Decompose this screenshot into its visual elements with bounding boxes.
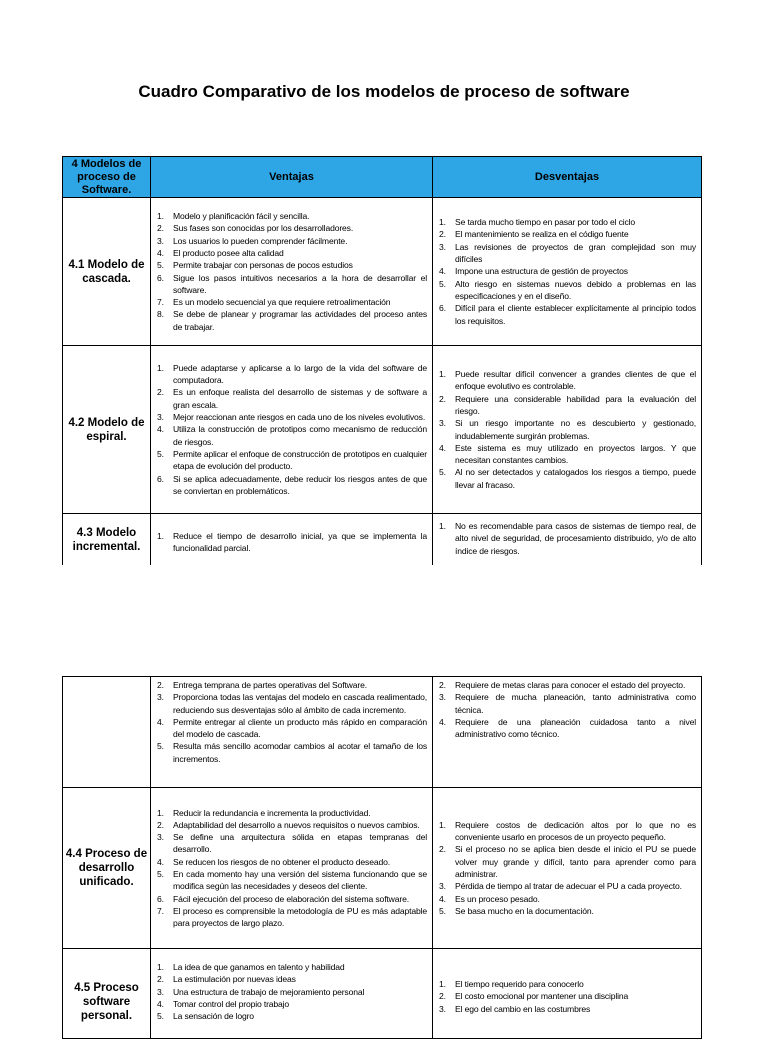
- list-item-text: Reducir la redundancia e incrementa la productividad.: [173, 807, 371, 818]
- list-item-number: 1.: [439, 521, 446, 531]
- list-item-text: Permite trabajar con personas de pocos estudios: [173, 260, 353, 271]
- list-item-number: 3.: [439, 241, 446, 252]
- model-name: 4.4 Proceso de desarrollo unificado.: [63, 788, 151, 949]
- list-item: [439, 1003, 696, 1015]
- list-item-number: 1.: [439, 217, 446, 228]
- list-item-text: El mantenimiento se realiza en el código fuente: [455, 229, 629, 240]
- list-item: [157, 235, 427, 247]
- list-item-text: Es un proceso pesado.: [455, 893, 540, 904]
- list-item: [157, 740, 427, 765]
- list-item-number: 3.: [157, 692, 164, 703]
- model-name: 4.3 Modelo incremental.: [63, 514, 151, 574]
- list-item-text: Es un modelo secuencial ya que requiere retroalimentación: [173, 297, 391, 308]
- list-item: [439, 278, 696, 303]
- list-item: [157, 411, 427, 423]
- list-item-text: Puede adaptarse y aplicarse a lo largo de la vida del software de computadora.: [173, 362, 427, 386]
- list-item: [439, 990, 696, 1002]
- list-item: [157, 893, 427, 905]
- ventajas-cell: [151, 346, 433, 514]
- list-item-text: El ego del cambio en las costumbres: [455, 1003, 591, 1014]
- list-item: [157, 272, 427, 297]
- list-item-number: 4.: [157, 998, 164, 1009]
- model-name: 4.1 Modelo de cascada.: [63, 198, 151, 346]
- list-item-number: 5.: [157, 869, 164, 879]
- table-row: [63, 677, 702, 788]
- list-item: [439, 978, 696, 990]
- list-item: [439, 417, 696, 442]
- list-item-number: 1.: [439, 369, 446, 380]
- table-row: [63, 788, 702, 949]
- list-item: [439, 228, 696, 240]
- list-item: [157, 222, 427, 234]
- list-item-number: 1.: [439, 819, 446, 830]
- list-item-number: 3.: [157, 986, 164, 997]
- ventajas-list: [151, 210, 432, 333]
- list-item-text: Si se aplica adecuadamente, debe reducir los riesgos antes de que se conviertan en problemáticos.: [173, 473, 427, 496]
- list-item-number: 5.: [439, 467, 446, 478]
- list-item-number: 4.: [157, 716, 164, 727]
- ventajas-list: [151, 530, 432, 555]
- list-item-text: Si el proceso no se aplica bien desde el inicio el PU se puede volver muy grande y difícil, tanto para aprender como para administrar.: [455, 844, 696, 879]
- list-item-text: Entrega temprana de partes operativas del Software.: [173, 680, 367, 690]
- list-item: [439, 302, 696, 327]
- list-item-number: 5.: [157, 448, 164, 459]
- list-item-number: 2.: [439, 680, 446, 690]
- list-item-number: 2.: [157, 680, 164, 690]
- list-item-text: Al no ser detectados y catalogados los riesgos a tiempo, puede llevar al fracaso.: [455, 467, 696, 490]
- list-item-text: Requiere de mucha planeación, tanto administrativa como técnica.: [455, 692, 696, 715]
- ventajas-list: [151, 961, 432, 1022]
- list-item: [157, 819, 427, 831]
- list-item-text: Adaptabilidad del desarrollo a nuevos requisitos o nuevos cambios.: [173, 819, 420, 830]
- list-item: [439, 466, 696, 491]
- ventajas-cell: [151, 677, 433, 788]
- list-item-text: El tiempo requerido para conocerlo: [455, 979, 584, 989]
- list-item-number: 2.: [439, 393, 446, 404]
- table-header-row: [63, 157, 702, 198]
- list-item-number: 1.: [157, 531, 164, 541]
- list-item: [157, 386, 427, 411]
- list-item-text: Puede resultar difícil convencer a grandes clientes de que el enfoque evolutivo es controlable.: [455, 369, 696, 392]
- list-item-text: Requiere de una planeación cuidadosa tanto a nivel administrativo como técnico.: [455, 716, 696, 740]
- list-item: [439, 241, 696, 266]
- list-item-text: Modelo y planificación fácil y sencilla.: [173, 211, 310, 222]
- ventajas-list: [151, 362, 432, 497]
- list-item-text: El proceso es comprensible la metodología de PU es más adaptable para proyectos de largo plazo.: [173, 905, 427, 929]
- list-item-text: La estimulación por nuevas ideas: [173, 974, 296, 985]
- list-item: [157, 296, 427, 308]
- list-item-number: 1.: [439, 979, 446, 989]
- list-item-text: Requiere costos de dedicación altos por lo que no es conveniente usarlo en procesos de un proyecto pequeño.: [455, 819, 696, 843]
- desventajas-cell: [433, 949, 702, 1039]
- list-item: [157, 973, 427, 985]
- list-item-number: 6.: [157, 473, 164, 484]
- desventajas-cell: [433, 346, 702, 514]
- list-item-number: 1.: [157, 211, 164, 222]
- list-item-text: No es recomendable para casos de sistemas de tiempo real, de alto nivel de seguridad, de procesamiento distribuido, y/o de alto índice de riesgos.: [455, 521, 696, 556]
- list-item-text: Proporciona todas las ventajas del modelo en cascada realimentado, reduciendo sus desventajas sólo al ámbito de cada incremento.: [173, 692, 427, 715]
- list-item-number: 3.: [439, 692, 446, 703]
- list-item-number: 4.: [157, 247, 164, 258]
- desventajas-list: [433, 679, 701, 740]
- list-item-number: 5.: [157, 260, 164, 271]
- desventajas-list: [433, 819, 701, 917]
- list-item-number: 5.: [439, 278, 446, 289]
- list-item-text: Requiere de metas claras para conocer el estado del proyecto.: [455, 680, 686, 690]
- header-desventajas: Desventajas: [433, 157, 702, 198]
- comparison-table-page-1: [62, 156, 702, 574]
- list-item-text: Requiere una considerable habilidad para la evaluación del riesgo.: [455, 393, 696, 416]
- list-item: [439, 368, 696, 393]
- list-item: [439, 905, 696, 917]
- list-item: [157, 856, 427, 868]
- list-item-number: 4.: [439, 893, 446, 904]
- list-item-text: Utiliza la construcción de prototipos como mecanismo de reducción de riesgos.: [173, 424, 427, 447]
- list-item-number: 2.: [157, 223, 164, 234]
- ventajas-cell: [151, 198, 433, 346]
- list-item-text: Sus fases son conocidas por los desarrolladores.: [173, 223, 354, 234]
- list-item-text: En cada momento hay una versión del sistema funcionando que se modifica según las necesidades y deseos del cliente.: [173, 869, 427, 892]
- ventajas-list: [151, 807, 432, 930]
- list-item-text: Reduce el tiempo de desarrollo inicial, ya que se implementa la funcionalidad parcial.: [173, 531, 427, 554]
- list-item: [157, 961, 427, 973]
- list-item: [157, 308, 427, 333]
- list-item-number: 6.: [157, 272, 164, 283]
- table-row: [63, 198, 702, 346]
- list-item-number: 4.: [439, 716, 446, 727]
- list-item: [157, 998, 427, 1010]
- document-title: Cuadro Comparativo de los modelos de proceso de software: [138, 82, 630, 101]
- list-item-number: 5.: [157, 741, 164, 752]
- list-item: [439, 893, 696, 905]
- list-item-number: 1.: [157, 807, 164, 818]
- table-row: [63, 346, 702, 514]
- list-item: [157, 831, 427, 856]
- list-item-number: 6.: [157, 893, 164, 904]
- list-item: [439, 679, 696, 691]
- list-item: [157, 423, 427, 448]
- list-item: [439, 520, 696, 557]
- list-item: [157, 716, 427, 741]
- desventajas-cell: [433, 198, 702, 346]
- list-item-number: 6.: [439, 303, 446, 314]
- list-item-number: 3.: [157, 832, 164, 843]
- list-item: [157, 679, 427, 691]
- list-item-text: Se debe de planear y programar las actividades del proceso antes de trabajar.: [173, 309, 427, 332]
- list-item-number: 1.: [157, 362, 164, 373]
- list-item-number: 3.: [157, 412, 164, 423]
- list-item-text: Difícil para el cliente establecer explícitamente al principio todos los requisitos.: [455, 303, 696, 326]
- list-item-text: Si un riesgo importante no es descubierto y gestionado, indudablemente surgirán problemas.: [455, 418, 696, 441]
- list-item-number: 5.: [157, 1011, 164, 1022]
- list-item-text: Se tarda mucho tiempo en pasar por todo el ciclo: [455, 217, 636, 228]
- list-item: [157, 530, 427, 555]
- ventajas-list: [151, 679, 432, 765]
- list-item-text: Permite aplicar el enfoque de construcción de prototipos en cualquier etapa de evolución del producto.: [173, 448, 427, 472]
- list-item: [157, 691, 427, 716]
- ventajas-cell: [151, 949, 433, 1039]
- list-item: [157, 807, 427, 819]
- list-item: [157, 259, 427, 271]
- table-row: [63, 949, 702, 1039]
- list-item: [439, 843, 696, 880]
- list-item: [157, 868, 427, 893]
- list-item-text: El costo emocional por mantener una disciplina: [455, 991, 629, 1002]
- list-item: [439, 716, 696, 741]
- list-item: [157, 448, 427, 473]
- list-item-text: Se define una arquitectura sólida en etapas tempranas del desarrollo.: [173, 832, 427, 855]
- list-item-number: 3.: [439, 1003, 446, 1014]
- list-item-number: 4.: [157, 424, 164, 435]
- header-model-label: 4 Modelos de proceso de Software.: [71, 157, 142, 196]
- list-item-text: Los usuarios lo pueden comprender fácilmente.: [173, 235, 348, 246]
- list-item-number: 7.: [157, 297, 164, 308]
- list-item: [157, 473, 427, 498]
- list-item-text: El producto posee alta calidad: [173, 247, 284, 258]
- desventajas-list: [433, 520, 701, 557]
- list-item-text: Se basa mucho en la documentación.: [455, 905, 594, 916]
- list-item-text: Permite entregar al cliente un producto más rápido en comparación del modelo de cascada.: [173, 716, 427, 740]
- list-item-number: 3.: [157, 235, 164, 246]
- desventajas-list: [433, 216, 701, 327]
- model-name: 4.5 Proceso software personal.: [63, 949, 151, 1039]
- list-item-number: 4.: [439, 442, 446, 453]
- list-item: [157, 210, 427, 222]
- desventajas-list: [433, 978, 701, 1015]
- list-item-number: 1.: [157, 962, 164, 972]
- list-item: [157, 986, 427, 998]
- list-item-number: 3.: [439, 881, 446, 892]
- list-item-number: 8.: [157, 309, 164, 320]
- header-ventajas: Ventajas: [151, 157, 433, 198]
- list-item-text: Este sistema es muy utilizado en proyectos largos. Y que necesitan constantes cambios.: [455, 442, 696, 466]
- model-name: 4.2 Modelo de espiral.: [63, 346, 151, 514]
- comparison-table-page-2: [62, 676, 702, 1039]
- list-item-number: 2.: [157, 387, 164, 398]
- list-item-number: 2.: [439, 991, 446, 1002]
- list-item-number: 2.: [439, 229, 446, 240]
- model-name: [63, 677, 151, 788]
- list-item-text: Fácil ejecución del proceso de elaboración del sistema software.: [173, 893, 409, 904]
- list-item-text: Mejor reaccionan ante riesgos en cada uno de los niveles evolutivos.: [173, 412, 426, 423]
- list-item-number: 2.: [439, 844, 446, 855]
- list-item-number: 4.: [439, 266, 446, 277]
- list-item: [157, 905, 427, 930]
- list-item-text: Sigue los pasos intuitivos necesarios a la hora de desarrollar el software.: [173, 272, 427, 295]
- list-item-text: Las revisiones de proyectos de gran complejidad son muy difíciles: [455, 241, 696, 265]
- list-item-text: La idea de que ganamos en talento y habilidad: [173, 962, 345, 972]
- list-item-text: Tomar control del propio trabajo: [173, 998, 290, 1009]
- list-item: [157, 247, 427, 259]
- list-item: [439, 265, 696, 277]
- list-item: [439, 819, 696, 844]
- list-item: [439, 691, 696, 716]
- list-item: [439, 880, 696, 892]
- ventajas-cell: [151, 788, 433, 949]
- list-item: [157, 1010, 427, 1022]
- list-item-number: 2.: [157, 974, 164, 985]
- list-item: [439, 216, 696, 228]
- desventajas-cell: [433, 788, 702, 949]
- page-break: [0, 565, 768, 673]
- list-item-text: Pérdida de tiempo al tratar de adecuar el PU a cada proyecto.: [455, 881, 682, 892]
- list-item-text: Impone una estructura de gestión de proyectos: [455, 266, 628, 277]
- list-item-text: Se reducen los riesgos de no obtener el producto deseado.: [173, 856, 390, 867]
- desventajas-list: [433, 368, 701, 491]
- list-item: [439, 393, 696, 418]
- list-item-number: 5.: [439, 905, 446, 916]
- list-item-number: 3.: [439, 418, 446, 429]
- list-item: [439, 442, 696, 467]
- header-model: [63, 157, 151, 198]
- list-item-number: 4.: [157, 856, 164, 867]
- desventajas-cell: [433, 677, 702, 788]
- list-item-text: Alto riesgo en sistemas nuevos debido a problemas en las especificaciones y en el diseño.: [455, 278, 696, 301]
- list-item-text: Es un enfoque realista del desarrollo de sistemas y de software a gran escala.: [173, 387, 427, 410]
- list-item-text: Una estructura de trabajo de mejoramiento personal: [173, 986, 365, 997]
- list-item-number: 7.: [157, 905, 164, 916]
- list-item: [157, 362, 427, 387]
- list-item-text: La sensación de logro: [173, 1011, 254, 1022]
- list-item-text: Resulta más sencillo acomodar cambios al acotar el tamaño de los incrementos.: [173, 741, 427, 764]
- list-item-number: 2.: [157, 819, 164, 830]
